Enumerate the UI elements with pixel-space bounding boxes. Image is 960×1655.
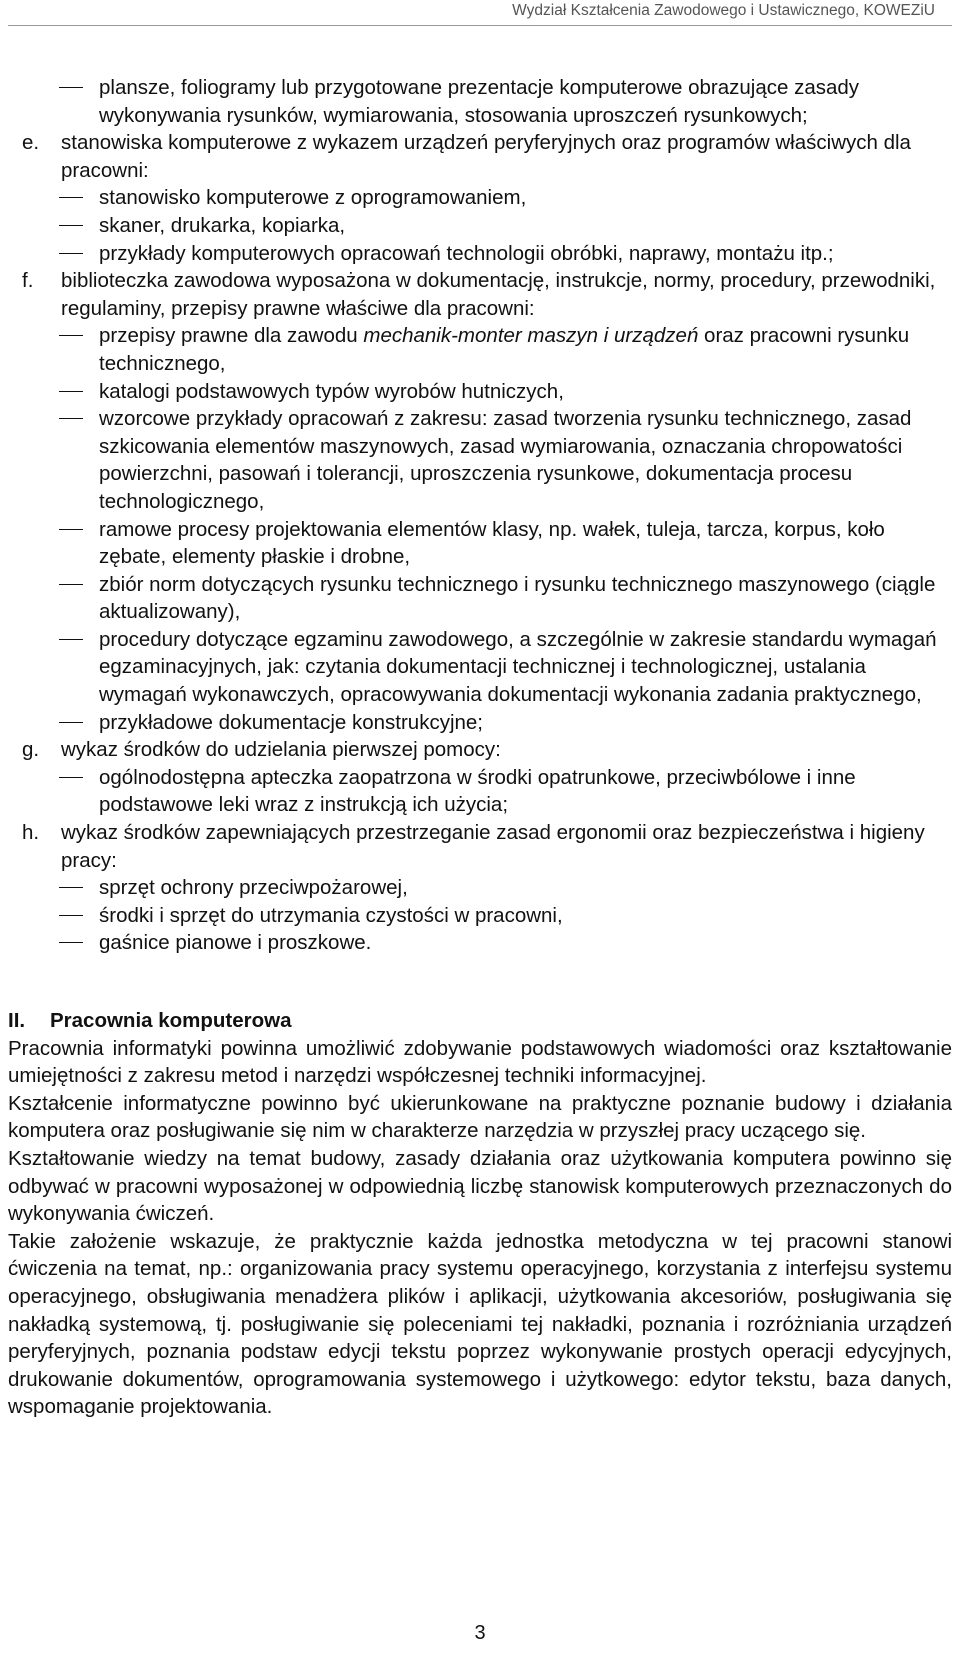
list-item-dash: zbiór norm dotyczących rysunku technicznego i rysunku technicznego maszynowego (ciągle aktualizowany), — [0, 571, 949, 626]
paragraph: Pracownia informatyki powinna umożliwić zdobywanie podstawowych wiadomości oraz kształtowanie umiejętności z zakresu metod i narzędzi współczesnej techniki informacyjnej. — [8, 1036, 952, 1088]
list-item-dash: gaśnice pianowe i proszkowe. — [0, 929, 949, 957]
list-item-dash: plansze, foliogramy lub przygotowane prezentacje komputerowe obrazujące zasady wykonywania rysunków, wymiarowania, stosowania uproszczeń rysunkowych; — [0, 74, 949, 129]
list-marker: f. — [22, 269, 34, 293]
list-item-text: wykaz środków zapewniających przestrzeganie zasad ergonomii oraz bezpieczeństwa i higieny pracy: — [61, 821, 925, 872]
list-item-text: stanowiska komputerowe z wykazem urządzeń peryferyjnych oraz programów właściwych dla pracowni: — [61, 131, 911, 182]
list-marker: e. — [22, 131, 40, 155]
list-item-dash: sprzęt ochrony przeciwpożarowej, — [0, 874, 949, 902]
page-header: Wydział Kształcenia Zawodowego i Ustawicznego, KOWEZiU — [512, 2, 935, 19]
document-body — [0, 74, 960, 1421]
section-spacer — [0, 957, 960, 1007]
list-item-dash: skaner, drukarka, kopiarka, — [0, 212, 949, 240]
italic-profession-name: mechanik-monter maszyn i urządzeń — [363, 324, 699, 348]
list-item-h — [0, 819, 960, 874]
paragraph: Kształcenie informatyczne powinno być ukierunkowane na praktyczne poznanie budowy i działania komputera oraz posługiwanie się nim w charakterze narzędzia w przyszłej pracy uczącego się. — [8, 1091, 952, 1143]
page-number: 3 — [474, 1622, 486, 1644]
list-item-dash: procedury dotyczące egzaminu zawodowego, a szczególnie w zakresie standardu wymagań egzaminacyjnych, jak: czytania dokumentacji technicznej i technologicznej, ustalania wymagań wykonawczych, opracowywania dokumentacji wykonania zadania praktycznego, — [0, 626, 949, 709]
paragraph: Takie założenie wskazuje, że praktycznie każda jednostka metodyczna w tej pracowni stanowi ćwiczenia na temat, np.: organizowania pracy systemu operacyjnego, korzystania z interfejsu systemu operacyjnego, obsługiwania menadżera plików i aplikacji, użytkowania akcesoriów, posługiwania się nakładką systemową, tj. posługiwanie się poleceniami tej nakładki, poznania i rozróżniania urządzeń peryferyjnych, poznania podstaw edycji tekstu poprzez wykonywanie prostych operacji edycyjnych, drukowanie dokumentów, oprogramowania systemowego i użytkowego: edytor tekstu, baza danych, wspomaganie projektowania. — [8, 1229, 952, 1419]
list-item-g — [0, 736, 960, 764]
list-item-dash: stanowisko komputerowe z oprogramowaniem, — [0, 184, 949, 212]
list-item-dash: środki i sprzęt do utrzymania czystości w pracowni, — [0, 902, 949, 930]
list-item-dash: ramowe procesy projektowania elementów klasy, np. wałek, tuleja, tarcza, korpus, koło zębate, elementy płaskie i drobne, — [0, 516, 949, 571]
list-item-dash — [0, 322, 949, 377]
list-item-e — [0, 129, 960, 184]
list-item-dash: katalogi podstawowych typów wyrobów hutniczych, — [0, 378, 949, 406]
list-item-dash: wzorcowe przykłady opracowań z zakresu: zasad tworzenia rysunku technicznego, zasad szkicowania elementów maszynowych, zasad wymiarowania, oznaczania chropowatości powierzchni, pasowań i tolerancji, uproszczenia rysunkowe, dokumentacja procesu technologicznego, — [0, 405, 949, 515]
text-run: oraz pracowni rysunku technicznego, — [99, 324, 910, 375]
list-item-text: wykaz środków do udzielania pierwszej pomocy: — [61, 738, 501, 762]
list-item-text: biblioteczka zawodowa wyposażona w dokumentację, instrukcje, normy, procedury, przewodniki, regulaminy, przepisy prawne właściwe dla pracowni: — [61, 269, 936, 320]
section-heading — [0, 1007, 960, 1035]
list-item-dash: ogólnodostępna apteczka zaopatrzona w środki opatrunkowe, przeciwbólowe i inne podstawowe leki wraz z instrukcją ich użycia; — [0, 764, 949, 819]
text-run: przepisy prawne dla zawodu — [99, 324, 364, 348]
section-number: II. — [8, 1009, 26, 1032]
list-item-dash: przykładowe dokumentacje konstrukcyjne; — [0, 709, 949, 737]
list-item-f — [0, 267, 960, 322]
list-item-dash: przykłady komputerowych opracowań technologii obróbki, naprawy, montażu itp.; — [0, 240, 949, 268]
list-marker: g. — [22, 738, 40, 762]
paragraph: Kształtowanie wiedzy na temat budowy, zasady działania oraz użytkowania komputera powinno się odbywać w pracowni wyposażonej w odpowiednią liczbę stanowisk komputerowych przeznaczonych do wykonywania ćwiczeń. — [8, 1146, 952, 1226]
list-marker: h. — [22, 821, 40, 845]
section-title: Pracownia komputerowa — [50, 1009, 292, 1032]
header-rule — [8, 25, 952, 26]
